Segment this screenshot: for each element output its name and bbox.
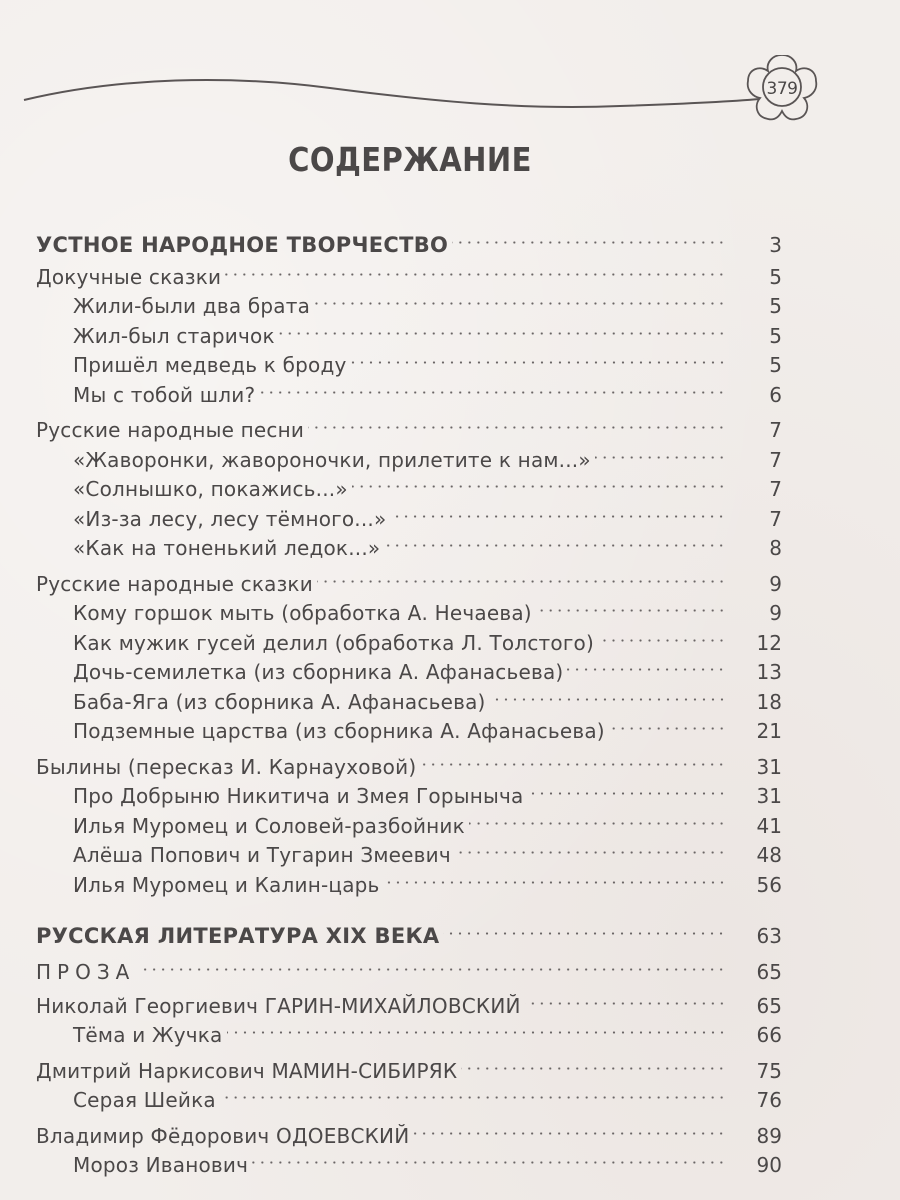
toc-page-number: 13 — [756, 660, 782, 684]
toc-page-number: 9 — [769, 601, 782, 625]
toc-page-number: 48 — [756, 843, 782, 867]
dot-leader — [308, 408, 726, 438]
toc-section-heading[interactable] — [36, 914, 782, 946]
toc-entry-title: Русские народные песни — [36, 418, 305, 442]
toc-page-number: 31 — [756, 784, 782, 808]
dot-leader — [279, 313, 726, 343]
dot-leader — [314, 284, 726, 314]
toc-page-number: 56 — [756, 872, 782, 897]
toc-group-heading[interactable] — [36, 744, 782, 779]
toc-entry-title: Жили-были два брата — [73, 294, 311, 318]
dot-leader — [469, 803, 726, 833]
dot-leader — [452, 222, 726, 252]
toc-page-number: 7 — [769, 506, 782, 531]
dot-leader — [259, 372, 726, 402]
toc-section-oral-folk-art — [36, 222, 782, 897]
toc-page-number: 3 — [769, 232, 782, 257]
toc-page-number: 21 — [756, 719, 782, 743]
dot-leader — [528, 774, 727, 804]
toc-subsection-heading[interactable] — [36, 950, 782, 984]
dot-leader — [352, 467, 726, 497]
toc-author-heading[interactable] — [36, 983, 782, 1018]
toc-entry-title: ПРОЗА — [36, 960, 136, 984]
dot-leader — [252, 1143, 726, 1173]
page-title: СОДЕРЖАНИЕ — [288, 140, 532, 179]
toc-page-number: 65 — [756, 993, 782, 1018]
toc-entry-title: Пришёл медведь к броду — [73, 353, 347, 377]
toc-entry-title: Илья Муромец и Соловей-разбойник — [73, 813, 465, 838]
toc-entry-title: Кому горшок мыть (обработка А. Нечаева) — [73, 601, 532, 625]
dot-leader — [220, 1078, 726, 1108]
toc-section-19th-century-literature — [36, 914, 782, 1177]
dot-leader — [390, 496, 726, 526]
toc-page-number: 6 — [769, 382, 782, 407]
toc-entry-title: Баба-Яга (из сборника А. Афанасьева) — [73, 689, 486, 714]
toc-entry-title: «Жаворонки, жавороночки, прилетите к нам...» — [73, 447, 591, 472]
toc-author-heading[interactable] — [36, 1113, 782, 1148]
dot-leader — [225, 254, 726, 284]
table-of-contents — [36, 222, 782, 1177]
toc-page-number: 5 — [769, 353, 782, 377]
toc-page-number: 7 — [769, 418, 782, 442]
toc-page-number: 75 — [756, 1058, 782, 1083]
toc-page-number: 7 — [769, 477, 782, 501]
toc-page-number: 66 — [756, 1023, 782, 1047]
toc-page-number: 5 — [769, 323, 782, 348]
dot-leader — [443, 914, 726, 944]
toc-entry-title: Мы с тобой шли? — [73, 382, 256, 407]
toc-group-heading[interactable] — [36, 408, 782, 442]
dot-leader — [609, 709, 726, 739]
dot-leader — [490, 679, 726, 709]
toc-entry-title: Серая Шейка — [73, 1088, 216, 1112]
toc-page-number: 9 — [769, 571, 782, 596]
toc-entry-title: Про Добрыню Никитича и Змея Горыныча — [73, 784, 524, 808]
toc-entry-title: Докучные сказки — [36, 264, 222, 289]
toc-entry-title: УСТНОЕ НАРОДНОЕ ТВОРЧЕСТВО — [36, 232, 449, 257]
toc-entry-title: Дочь-семилетка (из сборника А. Афанасьева) — [73, 660, 564, 684]
toc-entry-title: Подземные царства (из сборника А. Афанасьева) — [73, 719, 605, 743]
toc-entry-title: Мороз Иванович — [73, 1153, 249, 1177]
toc-page-number: 89 — [756, 1123, 782, 1148]
toc-page-number: 8 — [769, 536, 782, 560]
toc-page-number: 18 — [756, 689, 782, 714]
toc-entry-title: «Солнышко, покажись...» — [73, 477, 348, 501]
toc-entry-title: Былины (пересказ И. Карнауховой) — [36, 754, 417, 779]
dot-leader — [461, 1048, 726, 1078]
dot-leader — [536, 591, 726, 621]
toc-page-number: 90 — [756, 1153, 782, 1177]
toc-entry-title: Владимир Фёдорович ОДОЕВСКИЙ — [36, 1123, 410, 1148]
toc-page-number: 5 — [769, 264, 782, 289]
toc-section-heading[interactable] — [36, 222, 782, 257]
toc-entry-title: Алёша Попович и Тугарин Змеевич — [73, 843, 451, 867]
toc-page-number: 31 — [756, 754, 782, 779]
dot-leader — [384, 526, 726, 556]
dot-leader — [413, 1113, 726, 1143]
dot-leader — [595, 437, 726, 467]
toc-entry-title: Русские народные сказки — [36, 571, 313, 596]
toc-entry-title: Тёма и Жучка — [73, 1023, 223, 1047]
toc-page-number: 12 — [756, 630, 782, 655]
toc-entry-title: «Из-за лесу, лесу тёмного...» — [73, 506, 387, 531]
toc-entry-title: «Как на тоненький ледок...» — [73, 536, 381, 560]
dot-leader — [351, 343, 726, 373]
dot-leader — [598, 620, 726, 650]
dot-leader — [567, 650, 726, 680]
toc-page-number: 7 — [769, 447, 782, 472]
toc-entry-title: Илья Муромец и Калин-царь — [73, 872, 380, 897]
toc-page-number: 41 — [756, 813, 782, 838]
dot-leader — [227, 1013, 726, 1043]
toc-page-number: 63 — [756, 924, 782, 948]
dot-leader — [525, 983, 726, 1013]
toc-author-heading[interactable] — [36, 1048, 782, 1083]
toc-entry-title: РУССКАЯ ЛИТЕРАТУРА XIX ВЕКА — [36, 924, 440, 948]
dot-leader — [139, 950, 726, 980]
dot-leader — [384, 862, 726, 892]
toc-page-number: 5 — [769, 294, 782, 318]
dot-leader — [455, 833, 726, 863]
toc-group-heading[interactable] — [36, 561, 782, 596]
header-wave-flower-decoration — [0, 55, 900, 145]
wavy-line-icon — [24, 80, 760, 107]
toc-entry-title: Николай Георгиевич ГАРИН-МИХАЙЛОВСКИЙ — [36, 993, 521, 1018]
page-number: 379 — [766, 79, 798, 99]
dot-leader — [317, 561, 726, 591]
toc-entry-title: Жил-был старичок — [73, 323, 275, 348]
dot-leader — [420, 744, 726, 774]
toc-page-number: 65 — [756, 960, 782, 984]
toc-entry-title: Дмитрий Наркисович МАМИН-СИБИРЯК — [36, 1058, 458, 1083]
toc-page-number: 76 — [756, 1088, 782, 1112]
toc-entry-title: Как мужик гусей делил (обработка Л. Толстого) — [73, 630, 594, 655]
